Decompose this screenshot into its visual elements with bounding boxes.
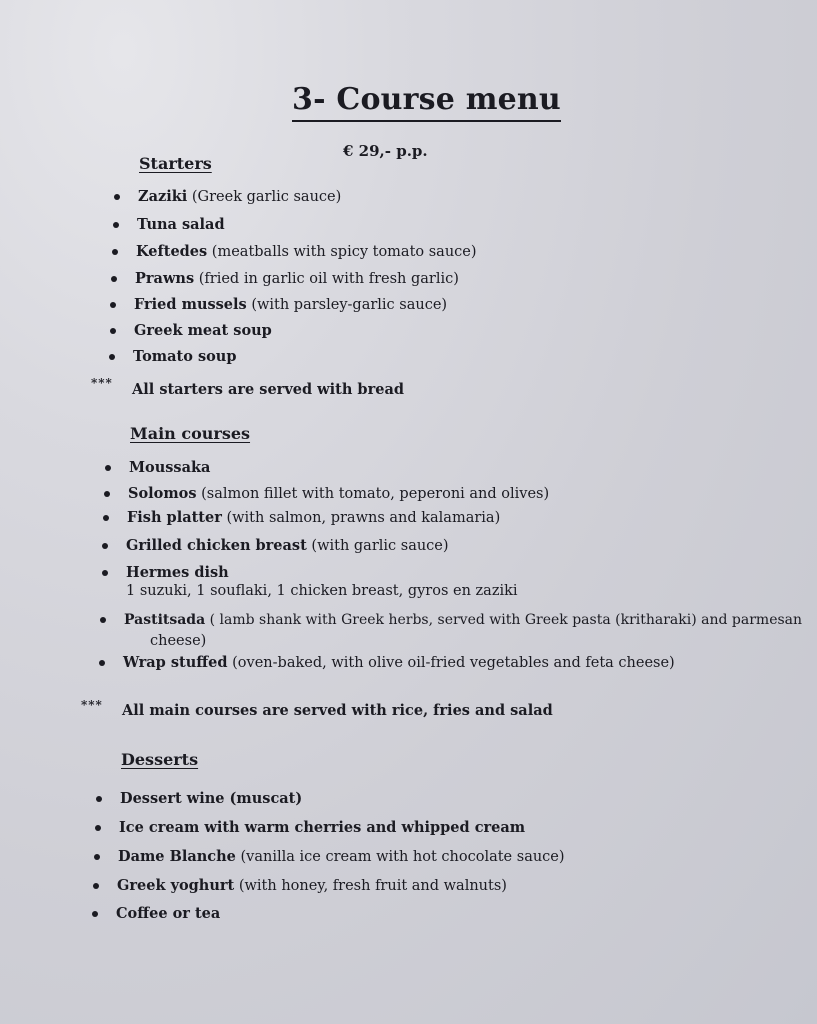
item-desc: ( lamb shank with Greek herbs, served with Greek pasta (kritharaki) and parmesan bbox=[205, 612, 803, 628]
main-item bbox=[129, 459, 210, 477]
bullet-icon bbox=[105, 465, 111, 471]
bullet-icon bbox=[94, 854, 100, 860]
bullet-icon bbox=[102, 570, 108, 576]
bullet-icon bbox=[111, 276, 117, 282]
bullet-icon bbox=[114, 194, 120, 200]
mains-note: All main courses are served with rice, fries and salad bbox=[122, 702, 553, 719]
starters-heading: Starters bbox=[139, 154, 212, 173]
item-name: Prawns bbox=[135, 270, 195, 287]
item-name: Tuna salad bbox=[137, 216, 225, 233]
dessert-item bbox=[120, 790, 302, 808]
starters-note: All starters are served with bread bbox=[132, 381, 404, 398]
bullet-icon bbox=[113, 222, 119, 228]
starter-item bbox=[134, 296, 447, 314]
bullet-icon bbox=[93, 883, 99, 889]
starter-item bbox=[138, 188, 341, 206]
starters-note-stars: *** bbox=[91, 376, 113, 390]
item-name: Grilled chicken breast bbox=[126, 537, 307, 554]
main-item bbox=[123, 654, 675, 672]
starter-item bbox=[133, 348, 236, 366]
item-name: Wrap stuffed bbox=[123, 654, 228, 671]
bullet-icon bbox=[99, 660, 105, 666]
starter-item bbox=[134, 322, 272, 340]
main-item bbox=[126, 564, 229, 582]
item-name: Dame Blanche bbox=[118, 848, 236, 865]
bullet-icon bbox=[102, 543, 108, 549]
main-item bbox=[124, 611, 802, 629]
bullet-icon bbox=[92, 911, 98, 917]
bullet-icon bbox=[109, 354, 115, 360]
item-desc: (Greek garlic sauce) bbox=[187, 189, 342, 205]
item-name: Keftedes bbox=[136, 243, 208, 260]
item-desc: (fried in garlic oil with fresh garlic) bbox=[194, 271, 459, 287]
menu-title: 3- Course menu bbox=[292, 82, 561, 122]
item-desc: (with garlic sauce) bbox=[306, 538, 449, 554]
item-name: Dessert wine (muscat) bbox=[120, 790, 303, 807]
mains-heading: Main courses bbox=[130, 424, 251, 443]
item-name: Fried mussels bbox=[134, 296, 247, 313]
bullet-icon bbox=[100, 617, 106, 623]
item-name: Fish platter bbox=[127, 509, 222, 526]
menu-price: € 29,- p.p. bbox=[343, 142, 428, 160]
starter-item bbox=[137, 216, 225, 234]
bullet-icon bbox=[110, 302, 116, 308]
item-desc: (meatballs with spicy tomato sauce) bbox=[207, 244, 477, 260]
item-name: Greek yoghurt bbox=[117, 877, 235, 894]
main-item bbox=[127, 509, 500, 527]
dessert-item bbox=[117, 877, 507, 895]
item-desc: (with parsley-garlic sauce) bbox=[246, 297, 448, 313]
main-item-sub: cheese) bbox=[150, 633, 207, 649]
item-desc: (salmon fillet with tomato, peperoni and olives) bbox=[196, 486, 550, 502]
item-name: Tomato soup bbox=[133, 348, 237, 365]
dessert-item bbox=[119, 819, 525, 837]
bullet-icon bbox=[110, 328, 116, 334]
bullet-icon bbox=[95, 825, 101, 831]
item-name: Coffee or tea bbox=[116, 905, 221, 922]
item-name: Hermes dish bbox=[126, 564, 229, 581]
bullet-icon bbox=[112, 249, 118, 255]
starter-item bbox=[136, 243, 477, 261]
starter-item bbox=[135, 270, 459, 288]
item-name: Greek meat soup bbox=[134, 322, 272, 339]
main-item bbox=[126, 537, 449, 555]
main-item-sub: 1 suzuki, 1 souflaki, 1 chicken breast, gyros en zaziki bbox=[126, 583, 518, 599]
main-item bbox=[128, 485, 549, 503]
bullet-icon bbox=[103, 515, 109, 521]
item-desc: (oven-baked, with olive oil-fried vegetables and feta cheese) bbox=[227, 655, 675, 671]
item-name: Solomos bbox=[128, 485, 197, 502]
item-desc: (with honey, fresh fruit and walnuts) bbox=[234, 878, 507, 894]
bullet-icon bbox=[104, 491, 110, 497]
item-name: Zaziki bbox=[138, 188, 188, 205]
item-desc: (with salmon, prawns and kalamaria) bbox=[221, 510, 501, 526]
item-name: Pastitsada bbox=[124, 612, 206, 628]
item-name: Ice cream with warm cherries and whipped cream bbox=[119, 819, 526, 836]
desserts-heading: Desserts bbox=[121, 750, 199, 769]
item-name: Moussaka bbox=[129, 459, 211, 476]
bullet-icon bbox=[96, 796, 102, 802]
dessert-item bbox=[118, 848, 565, 866]
item-desc: (vanilla ice cream with hot chocolate sauce) bbox=[235, 849, 565, 865]
dessert-item bbox=[116, 905, 220, 923]
mains-note-stars: *** bbox=[81, 698, 103, 712]
